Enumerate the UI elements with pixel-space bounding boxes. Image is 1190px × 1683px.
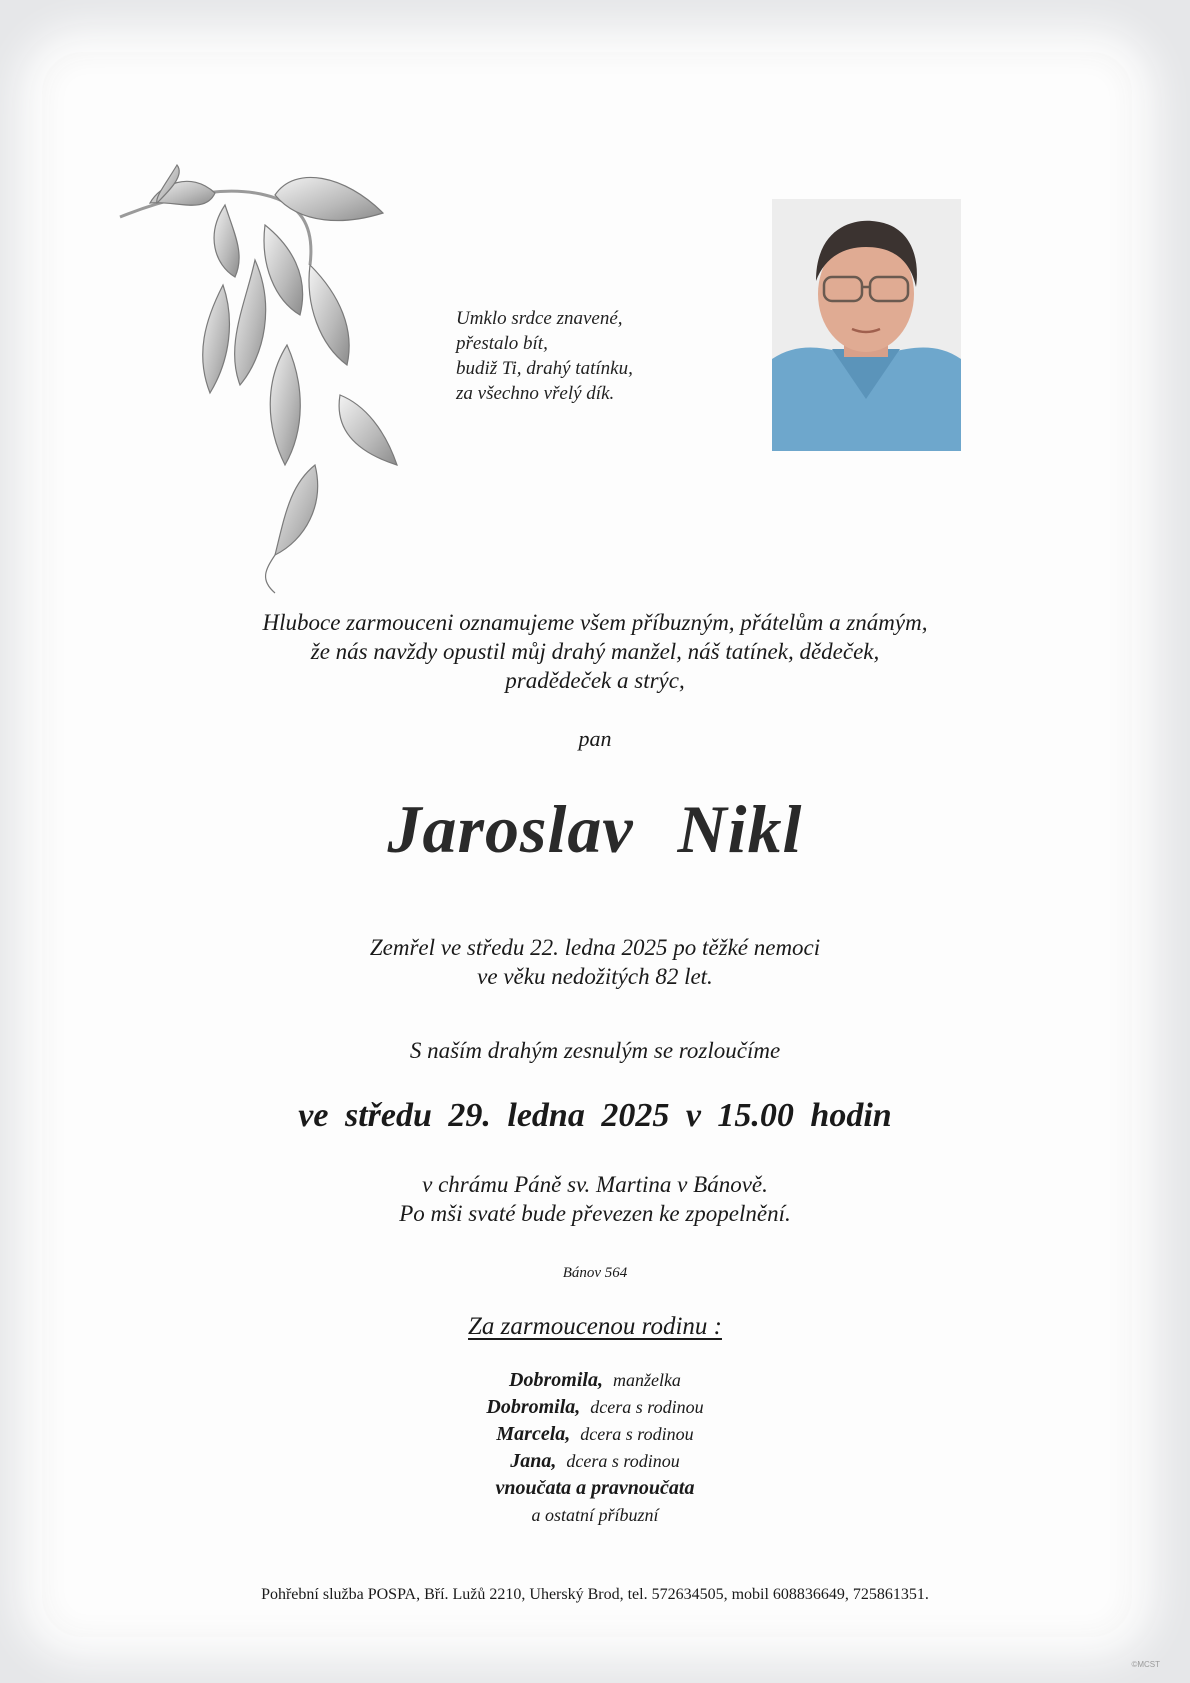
ceremony-place-line: v chrámu Páně sv. Martina v Bánově. [422, 1172, 768, 1197]
family-member-relation: dcera s rodinou [580, 1424, 694, 1444]
death-info-line: ve věku nedožitých 82 let. [477, 964, 713, 989]
leaf-branch-icon [115, 155, 415, 595]
family-member-name: Dobromila, [509, 1369, 603, 1391]
funeral-service-footer: Pohřební služba POSPA, Bří. Lužů 2210, Uherský Brod, tel. 572634505, mobil 608836649, 725861351. [261, 1586, 929, 1603]
family-member [0, 1367, 1190, 1394]
death-info [0, 933, 1190, 991]
announcement-line: Hluboce zarmouceni oznamujeme všem příbuzným, přátelům a známým, [262, 610, 928, 635]
family-member-relation: dcera s rodinou [566, 1451, 680, 1471]
announcement-line: že nás navždy opustil můj drahý manžel, náš tatínek, dědeček, [310, 639, 880, 664]
ceremony-place-line: Po mši svaté bude převezen ke zpopelnění. [399, 1201, 791, 1226]
announcement-line: pradědeček a strýc, [505, 668, 685, 693]
family-grandchildren: vnoučata a pravnoučata [495, 1477, 695, 1499]
poem-line: za všechno vřelý dík. [456, 383, 615, 404]
ceremony-place [0, 1170, 1190, 1228]
salutation: pan [578, 726, 612, 751]
family-member [0, 1394, 1190, 1421]
family-member-name: Dobromila, [486, 1396, 581, 1418]
portrait-photo [772, 199, 961, 451]
poem-line: přestalo bít, [456, 333, 548, 354]
family-others: a ostatní příbuzní [531, 1505, 659, 1525]
family-title [0, 1313, 1190, 1341]
family-member-relation: dcera s rodinou [590, 1397, 704, 1417]
portrait-icon [772, 199, 961, 451]
family-member-name: Jana, [510, 1450, 557, 1472]
address: Bánov 564 [562, 1265, 628, 1281]
ceremony-time: ve středu 29. ledna 2025 v 15.00 hodin [298, 1097, 892, 1134]
deceased-name: Jaroslav Nikl [387, 791, 803, 867]
family-member [0, 1421, 1190, 1448]
family-title-text: Za zarmoucenou rodinu : [468, 1313, 722, 1340]
poem-line: Umklo srdce znavené, [456, 308, 623, 329]
poem [456, 306, 716, 406]
watermark: ©MCST [1131, 1660, 1160, 1669]
poem-line: budiž Ti, drahý tatínku, [456, 358, 633, 379]
farewell-intro: S naším drahým zesnulým se rozloučíme [409, 1038, 781, 1063]
announcement [0, 608, 1190, 695]
family-member [0, 1448, 1190, 1475]
death-info-line: Zemřel ve středu 22. ledna 2025 po těžké nemoci [369, 935, 821, 960]
family-member-relation: manželka [612, 1370, 681, 1390]
family-list [0, 1367, 1190, 1529]
family-member-name: Marcela, [496, 1423, 571, 1445]
